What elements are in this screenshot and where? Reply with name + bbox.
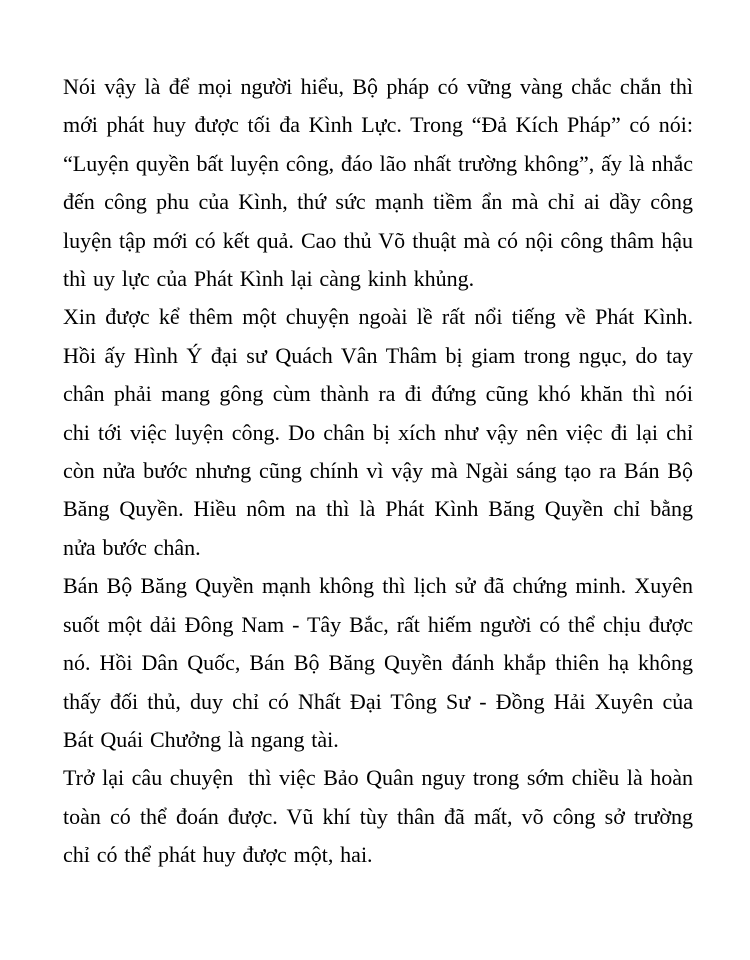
paragraph: Nói vậy là để mọi người hiểu, Bộ pháp có vững vàng chắc chắn thì mới phát huy được tối đa Kình Lực. Trong “Đả Kích Pháp” có nói: “Luyện quyền bất luyện công, đáo lão nhất trường không”, ấy là nhắc đến công phu của Kình, thứ sức mạnh tiềm ẩn mà chỉ ai dầy công luyện tập mới có kết quả. Cao thủ Võ thuật mà có nội công thâm hậu thì uy lực của Phát Kình lại càng kinh khủng.: [63, 74, 693, 292]
paragraph: Bán Bộ Băng Quyền mạnh không thì lịch sử đã chứng minh. Xuyên suốt một dải Đông Nam - Tây Bắc, rất hiếm người có thể chịu được nó. Hồi Dân Quốc, Bán Bộ Băng Quyền đánh khắp thiên hạ không thấy đối thủ, duy chỉ có Nhất Đại Tông Sư - Đồng Hải Xuyên của Bát Quái Chưởng là ngang tài.: [63, 573, 693, 752]
paragraph: Trở lại câu chuyện thì việc Bảo Quân nguy trong sớm chiều là hoàn toàn có thể đoán được. Vũ khí tùy thân đã mất, võ công sở trường chỉ có thể phát huy được một, hai.: [63, 765, 693, 868]
paragraph: Xin được kể thêm một chuyện ngoài lề rất nổi tiếng về Phát Kình. Hồi ấy Hình Ý đại sư Quách Vân Thâm bị giam trong ngục, do tay chân phải mang gông cùm thành ra đi đứng cũng khó khăn thì nói chi tới việc luyện công. Do chân bị xích như vậy nên việc đi lại chỉ còn nửa bước nhưng cũng chính vì vậy mà Ngài sáng tạo ra Bán Bộ Băng Quyền. Hiều nôm na thì là Phát Kình Băng Quyền chỉ bằng nửa bước chân.: [63, 304, 693, 560]
document-page: [63, 68, 693, 875]
